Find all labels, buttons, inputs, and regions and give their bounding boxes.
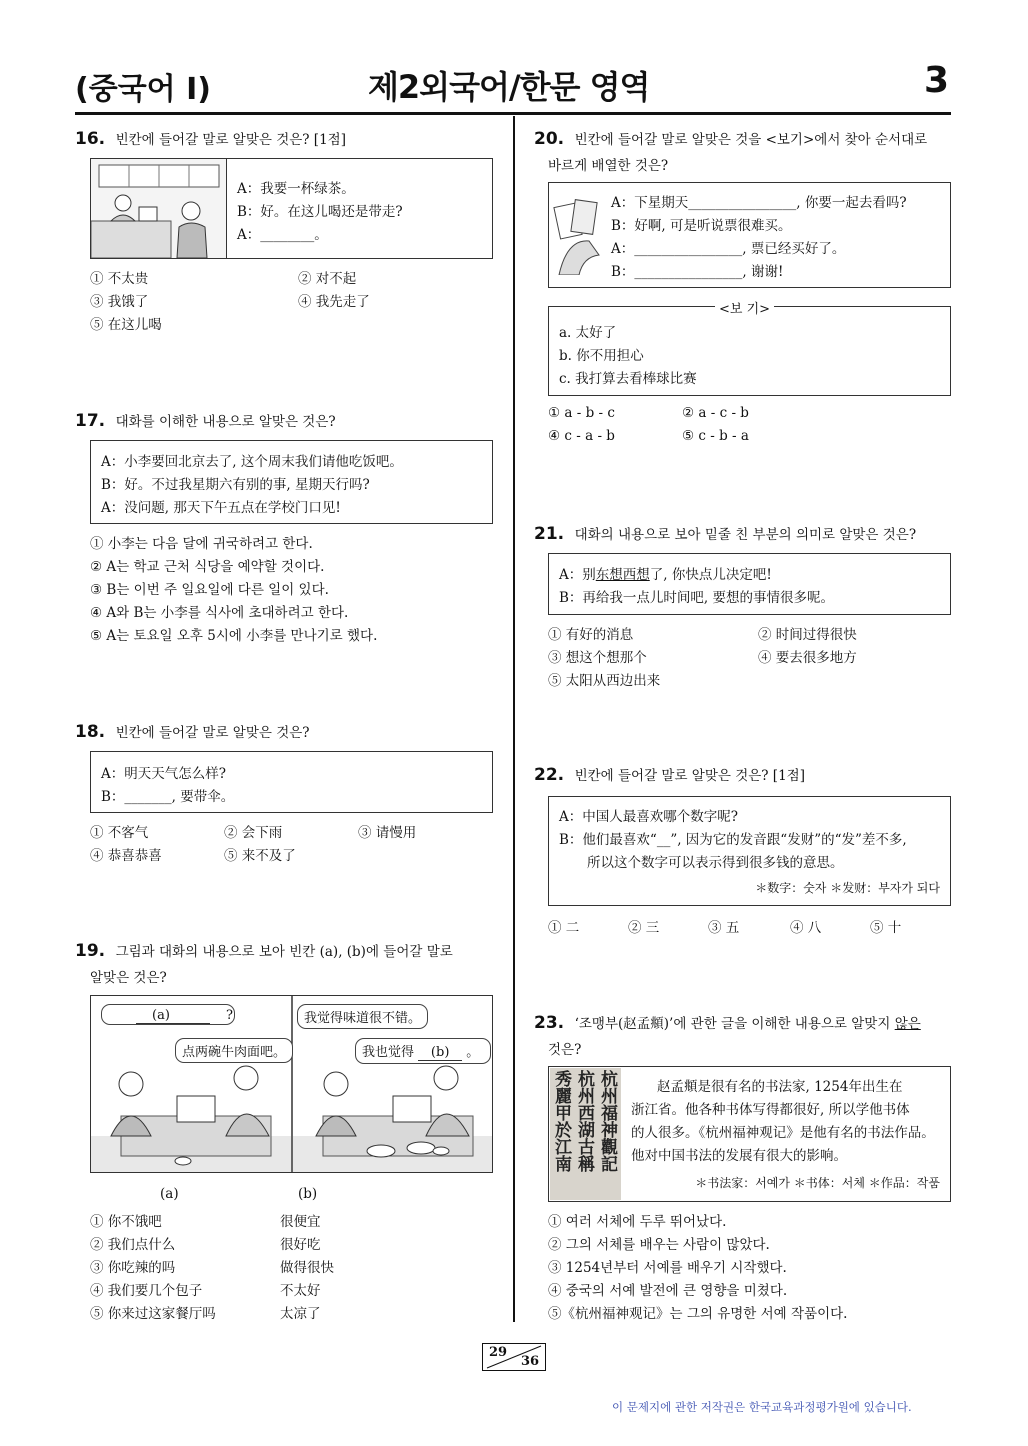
option-2[interactable]: ② 그의 서체를 배우는 사람이 많았다.: [548, 1237, 770, 1253]
dialog-line: B：他们最喜欢“__”, 因为它的发音跟“发财”的“发”差不多,: [559, 832, 907, 848]
option-3[interactable]: ③ 你吃辣的吗: [90, 1260, 176, 1276]
page-marker: 3: [924, 60, 950, 101]
dialog-text: A：别: [559, 567, 596, 583]
option-3[interactable]: ③ B는 이번 주 일요일에 다른 일이 있다.: [90, 582, 329, 598]
option-3[interactable]: ③ 请慢用: [358, 825, 417, 841]
dialog-line: B：好啊, 可是听说票很难买。: [611, 218, 792, 234]
option-5[interactable]: ⑤ 你来过这家餐厅吗: [90, 1306, 216, 1322]
copyright-notice: 이 문제지에 관한 저작권은 한국교육과정평가원에 있습니다.: [612, 1400, 912, 1414]
question-text: 빈칸에 들어갈 말로 알맞은 것을 <보기>에서 찾아 순서대로: [574, 132, 928, 148]
subject-label: (중국어 I): [75, 72, 211, 107]
question-number: 17.: [75, 411, 106, 431]
option-3[interactable]: ③ 1254년부터 서예를 배우기 시작했다.: [548, 1260, 787, 1276]
question-number: 23.: [534, 1013, 565, 1033]
option-1[interactable]: ① 你不饿吧: [90, 1214, 162, 1230]
option-2-b: 很好吃: [280, 1237, 321, 1253]
underlined-phrase: 东想西想: [595, 567, 650, 583]
dialog-box: [548, 182, 951, 288]
divider: [226, 159, 227, 258]
dialog-line: B：好。在这儿喝还是带走?: [237, 204, 403, 220]
speech-bubble: 点两碗牛肉面吧。: [175, 1038, 293, 1063]
option-4[interactable]: ④ 我们要几个包子: [90, 1283, 203, 1299]
tickets-illustration: [553, 195, 609, 275]
option-5[interactable]: ⑤ 来不及了: [224, 848, 296, 864]
dialog-line: A：小李要回北京去了, 这个周末我们请他吃饭吧。: [101, 454, 403, 470]
option-2[interactable]: ② A는 학교 근처 식당을 예약할 것이다.: [90, 559, 325, 575]
question-17: [75, 410, 336, 431]
option-4[interactable]: ④ 要去很多地方: [758, 650, 857, 666]
question-number: 19.: [75, 941, 106, 961]
comic-panels: [90, 995, 493, 1173]
option-5-b: 太凉了: [280, 1306, 321, 1322]
passage-line: 他对中国书法的发展有很大的影响。: [631, 1148, 847, 1164]
page-current: 29: [489, 1345, 508, 1360]
option-5[interactable]: ⑤ 太阳从西边出来: [548, 673, 661, 689]
question-text-cont: 바르게 배열한 것은?: [548, 158, 669, 174]
bogi-item: a. 太好了: [559, 325, 617, 341]
question-number: 18.: [75, 722, 106, 742]
dialog-box: [90, 751, 493, 813]
question-20: [534, 128, 927, 149]
question-number: 21.: [534, 524, 565, 544]
calligraphy-column: 杭州西湖古稱: [574, 1070, 594, 1172]
dialog-line: [559, 563, 772, 583]
header-rule: [75, 112, 951, 115]
blank-line: [136, 1023, 210, 1024]
blank-b: (b): [418, 1045, 462, 1061]
page-total: 36: [521, 1354, 540, 1369]
emphasis-text: 않은: [894, 1016, 921, 1032]
question-text-cont: 것은?: [548, 1042, 582, 1058]
dialog-box: [548, 796, 951, 906]
bubble-text: ?: [226, 1008, 233, 1023]
column-a-header: (a): [160, 1186, 179, 1202]
dialog-line: A：________________, 票已经买好了。: [611, 241, 846, 257]
option-4[interactable]: ④ c - a - b: [548, 428, 615, 444]
option-2[interactable]: ② a - c - b: [682, 405, 749, 421]
option-2[interactable]: ② 三: [628, 920, 660, 936]
question-23: [534, 1012, 921, 1033]
column-divider: [513, 116, 515, 1322]
dialog-line: B：________________, 谢谢!: [611, 264, 784, 280]
dialog-line: A：没问题, 那天下午五点在学校门口见!: [101, 500, 341, 516]
bogi-item: b. 你不用担心: [559, 348, 644, 364]
dialog-line: B：_______, 要带伞。: [101, 789, 235, 805]
option-2[interactable]: ② 时间过得很快: [758, 627, 857, 643]
bogi-box: [548, 302, 951, 396]
bubble-text: 。: [466, 1045, 480, 1060]
passage-line: 赵孟頫是很有名的书法家, 1254年出生在: [657, 1079, 903, 1095]
option-1[interactable]: ① 不客气: [90, 825, 149, 841]
option-5[interactable]: ⑤ 十: [870, 920, 902, 936]
option-2[interactable]: ② 我们点什么: [90, 1237, 176, 1253]
question-text-part: ‘조맹부(赵孟頫)’에 관한 글을 이해한 내용으로 알맞지: [574, 1016, 895, 1032]
calligraphy-column: 秀麗甲於江南: [551, 1070, 571, 1172]
option-4-b: 不太好: [280, 1283, 321, 1299]
option-4[interactable]: ④ 我先走了: [298, 294, 370, 310]
bogi-item: c. 我打算去看棒球比赛: [559, 371, 697, 387]
question-text: 그림과 대화의 내용으로 보아 빈칸 (a), (b)에 들어갈 말로: [115, 944, 453, 960]
option-5[interactable]: ⑤ c - b - a: [682, 428, 749, 444]
dialog-box: [90, 440, 493, 524]
option-1-b: 很便宜: [280, 1214, 321, 1230]
option-1[interactable]: ① 여러 서체에 두루 뛰어났다.: [548, 1214, 727, 1230]
question-text: 빈칸에 들어갈 말로 알맞은 것은?: [115, 725, 310, 741]
question-text-cont: 알맞은 것은?: [90, 970, 167, 986]
dialog-line: A：________。: [237, 227, 328, 243]
cafe-illustration: [91, 159, 226, 258]
bogi-label: <보 기>: [715, 298, 774, 317]
question-22: [534, 764, 805, 785]
vocab-note: ＊书法家：서예가 ＊书体：서체 ＊作品：작품: [695, 1176, 940, 1190]
option-3-b: 做得很快: [280, 1260, 334, 1276]
dialog-line: A：下星期天________________, 你要一起去看吗?: [611, 195, 907, 211]
option-5[interactable]: ⑤ A는 토요일 오후 5시에 小李를 만나기로 했다.: [90, 628, 378, 644]
option-1[interactable]: ① a - b - c: [548, 405, 615, 421]
option-3[interactable]: ③ 想这个想那个: [548, 650, 647, 666]
option-4[interactable]: ④ 恭喜恭喜: [90, 848, 162, 864]
question-text: [575, 1016, 921, 1032]
dialog-line: B：再给我一点儿时间吧, 要想的事情很多呢。: [559, 590, 835, 606]
question-18: [75, 721, 310, 742]
option-4[interactable]: ④ 중국의 서예 발전에 큰 영향을 미쳤다.: [548, 1283, 788, 1299]
calligraphy-image: [550, 1068, 621, 1200]
question-text: 대화를 이해한 내용으로 알맞은 것은?: [115, 414, 336, 430]
option-3[interactable]: ③ 五: [708, 920, 740, 936]
dialog-line: A：明天天气怎么样?: [101, 766, 226, 782]
vocab-note: ＊数字：숫자 ＊发财：부자가 되다: [755, 881, 940, 895]
question-text: 빈칸에 들어갈 말로 알맞은 것은? [1점]: [115, 132, 346, 148]
question-19: [75, 940, 453, 961]
passage-box: [548, 1066, 951, 1202]
column-b-header: (b): [298, 1186, 318, 1202]
speech-bubble: [101, 1004, 235, 1025]
passage-line: 浙江省。他各种书体写得都很好, 所以学他书体: [631, 1102, 910, 1118]
question-number: 22.: [534, 765, 565, 785]
calligraphy-column: 杭州福神觀記: [597, 1070, 617, 1172]
speech-bubble: 我觉得味道很不错。: [297, 1004, 428, 1029]
option-5[interactable]: ⑤《杭州福神观记》는 그의 유명한 서예 작품이다.: [548, 1306, 848, 1322]
dialog-line: A：我要一杯绿茶。: [237, 181, 355, 197]
dialog-text: 了, 你快点儿决定吧!: [649, 567, 772, 583]
dialog-box: [548, 553, 951, 615]
option-1[interactable]: ① 小李는 다음 달에 귀국하려고 한다.: [90, 536, 313, 552]
question-text: 대화의 내용으로 보아 밑줄 친 부분의 의미로 알맞은 것은?: [574, 527, 917, 543]
blank-a: (a): [152, 1008, 170, 1023]
option-3[interactable]: ③ 我饿了: [90, 294, 149, 310]
page-number-box: [482, 1343, 546, 1371]
dialog-box: [90, 158, 493, 259]
option-2[interactable]: ② 会下雨: [224, 825, 283, 841]
question-16: [75, 128, 346, 149]
dialog-line: B：好。不过我星期六有别的事, 星期天行吗?: [101, 477, 370, 493]
question-21: [534, 523, 916, 544]
option-5[interactable]: ⑤ 在这儿喝: [90, 317, 162, 333]
speech-bubble: [355, 1038, 491, 1064]
option-4[interactable]: ④ A와 B는 小李를 식사에 초대하려고 한다.: [90, 605, 349, 621]
question-text: 빈칸에 들어갈 말로 알맞은 것은? [1점]: [574, 768, 805, 784]
question-number: 16.: [75, 129, 106, 149]
option-4[interactable]: ④ 八: [790, 920, 822, 936]
question-number: 20.: [534, 129, 565, 149]
passage-line: 的人很多。《杭州福神观记》是他有名的书法作品。: [631, 1125, 935, 1141]
page-title: 제2외국어/한문 영역: [368, 68, 650, 106]
dialog-line: 所以这个数字可以表示得到很多钱的意思。: [587, 855, 844, 871]
option-1[interactable]: ① 不太贵: [90, 271, 149, 287]
option-1[interactable]: ① 有好的消息: [548, 627, 634, 643]
option-2[interactable]: ② 对不起: [298, 271, 357, 287]
dialog-line: A：中国人最喜欢哪个数字呢?: [559, 809, 738, 825]
option-1[interactable]: ① 二: [548, 920, 580, 936]
bubble-text: 我也觉得: [362, 1045, 415, 1060]
